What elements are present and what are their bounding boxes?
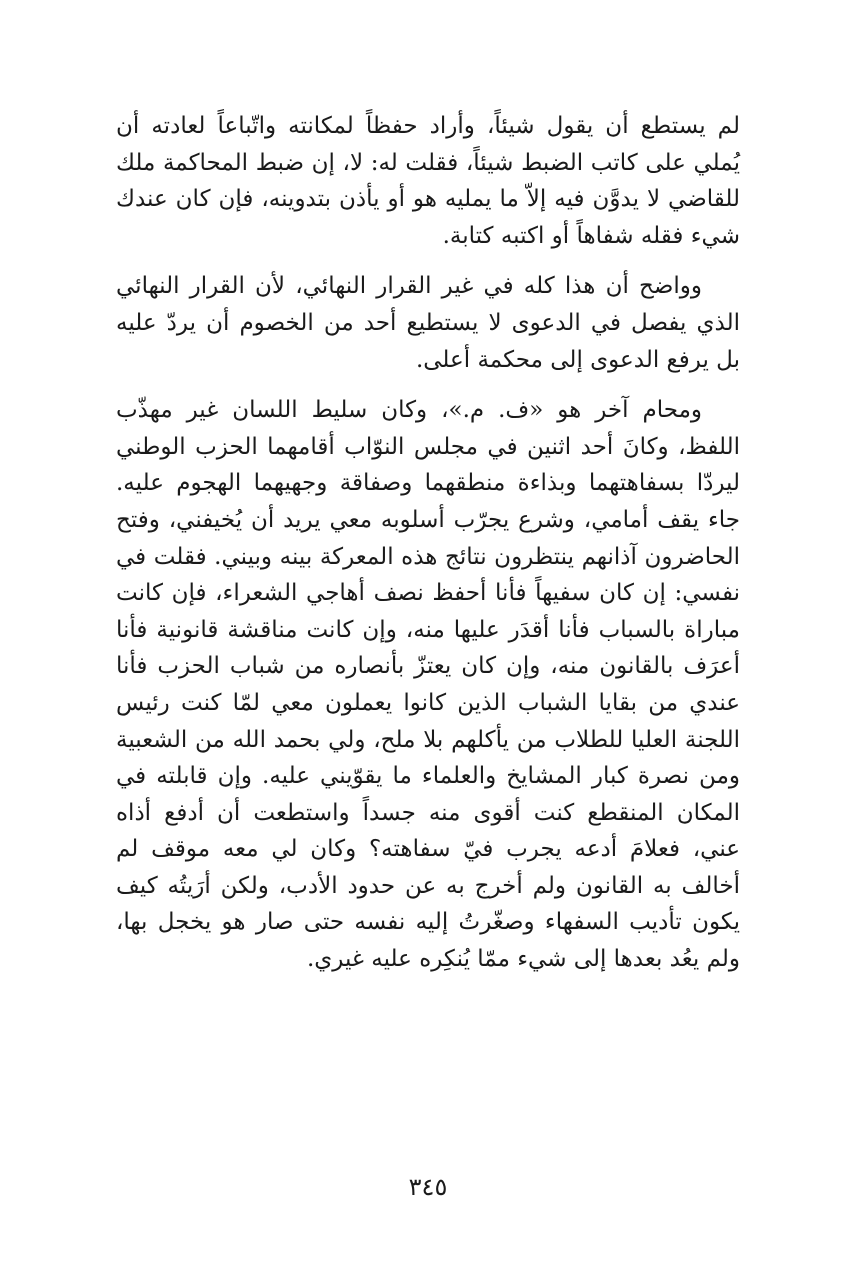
paragraph-1: لم يستطع أن يقول شيئاً، وأراد حفظاً لمكانته واتّباعاً لعادته أن يُملي على كاتب الضبط شيئاً، فقلت له: لا، إن ضبط المحاكمة ملك للقاضي لا يدوَّن فيه إلاّ ما يمليه هو أو يأذن بتدوينه، فإن كان عندك شيء فقله شفاهاً أو اكتبه كتابة. <box>116 113 740 249</box>
body-text <box>116 108 740 978</box>
paragraph-3: ومحام آخر هو «ف. م.»، وكان سليط اللسان غير مهذّب اللفظ، وكانَ أحد اثنين في مجلس النوّاب أقامهما الحزب الوطني ليردّا بسفاهتهما وبذاءة منطقهما وصفاقة وجهيهما الهجوم عليه. جاء يقف أمامي، وشرع يجرّب أسلوبه معي يريد أن يُخيفني، وفتح الحاضرون آذانهم ينتظرون نتائج هذه المعركة بينه وبيني. فقلت في نفسي: إن كان سفيهاً فأنا أحفظ نصف أهاجي الشعراء، فإن كانت مباراة بالسباب فأنا أقدَر عليها منه، وإن كانت مناقشة قانونية فأنا أعرَف بالقانون منه، وإن كان يعتزّ بأنصاره من شباب الحزب فأنا عندي من بقايا الشباب الذين كانوا يعملون معي لمّا كنت رئيس اللجنة العليا للطلاب من يأكلهم بلا ملح، ولي بحمد الله من الشعبية ومن نصرة كبار المشايخ والعلماء ما يقوّيني عليه. وإن قابلته في المكان المنقطع كنت أقوى منه جسداً واستطعت أن أدفع أذاه عني، فعلامَ أدعه يجرب فيّ سفاهته؟ وكان لي معه موقف لم أخالف به القانون ولم أخرج به عن حدود الأدب، ولكن أرَيتُه كيف يكون تأديب السفهاء وصغّرتُ إليه نفسه حتى صار هو يخجل بها، ولم يعُد بعدها إلى شيء ممّا يُنكِره عليه غيري. <box>116 397 740 973</box>
page-number: ٣٤٥ <box>408 1173 448 1201</box>
paragraph-2: وواضح أن هذا كله في غير القرار النهائي، لأن القرار النهائي الذي يفصل في الدعوى لا يستطيع أحد من الخصوم أن يردّ عليه بل يرفع الدعوى إلى محكمة أعلى. <box>116 273 740 373</box>
